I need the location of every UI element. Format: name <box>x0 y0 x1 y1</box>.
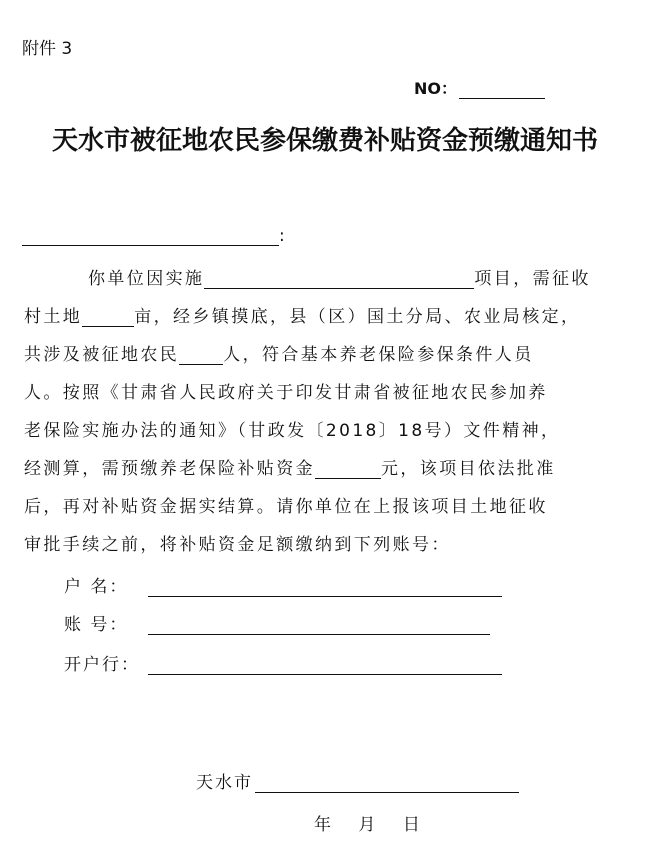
paragraph-line-1 <box>88 264 591 289</box>
land-area-blank <box>82 308 134 327</box>
paragraph-text: 元，该项目依法批准 <box>381 459 556 479</box>
project-name-blank <box>204 270 474 289</box>
paragraph-text: 人，符合基本养老保险参保条件人员 <box>223 345 534 365</box>
signature-blank <box>255 774 519 793</box>
paragraph-text: 亩，经乡镇摸底，县（区）国土分局、农业局核定， <box>134 307 581 327</box>
paragraph-line-2 <box>24 302 580 327</box>
addressee <box>22 226 285 246</box>
addressee-blank <box>22 227 279 246</box>
paragraph-text: 共涉及被征地农民 <box>24 345 180 365</box>
account-number-row <box>64 610 490 635</box>
paragraph-line-5: 老保险实施办法的通知》（甘政发〔2018〕18号）文件精神， <box>24 421 561 441</box>
document-title: 天水市被征地农民参保缴费补贴资金预缴通知书 <box>51 126 598 156</box>
date-day: 日 <box>402 815 420 835</box>
paragraph-line-3 <box>24 340 534 365</box>
account-name-label: 户 名： <box>64 577 129 597</box>
addressee-colon: : <box>279 226 285 246</box>
paragraph-line-6 <box>24 454 556 479</box>
signature-row <box>196 768 519 793</box>
farmer-count-blank <box>179 346 223 365</box>
subsidy-amount-blank <box>315 460 381 479</box>
paragraph-text: 村土地 <box>24 307 83 327</box>
document-number <box>414 76 545 99</box>
account-number-label: 账 号： <box>64 615 129 635</box>
document-number-label: NO： <box>414 79 457 98</box>
document-number-blank <box>459 84 545 99</box>
paragraph-line-7: 后，再对补贴资金据实结算。请你单位在上报该项目土地征收 <box>24 497 548 517</box>
date-month: 月 <box>358 815 376 835</box>
date-year: 年 <box>314 815 331 835</box>
attachment-label: 附件 3 <box>22 39 73 59</box>
bank-blank <box>148 656 502 675</box>
account-name-row <box>64 572 502 597</box>
paragraph-text: 经测算，需预缴养老保险补贴资金 <box>24 459 315 479</box>
paragraph-line-8: 审批手续之前，将补贴资金足额缴纳到下列账号： <box>24 535 451 555</box>
account-number-blank <box>148 616 490 635</box>
date-row <box>314 810 442 835</box>
account-name-blank <box>148 578 502 597</box>
paragraph-text: 项目，需征收 <box>474 269 591 289</box>
paragraph-line-4: 人。按照《甘肃省人民政府关于印发甘肃省被征地农民参加养 <box>24 383 548 403</box>
bank-row <box>64 650 502 675</box>
paragraph-text: 你单位因实施 <box>88 269 205 289</box>
bank-label: 开户行： <box>64 655 140 675</box>
signature-city-label: 天水市 <box>196 773 253 793</box>
